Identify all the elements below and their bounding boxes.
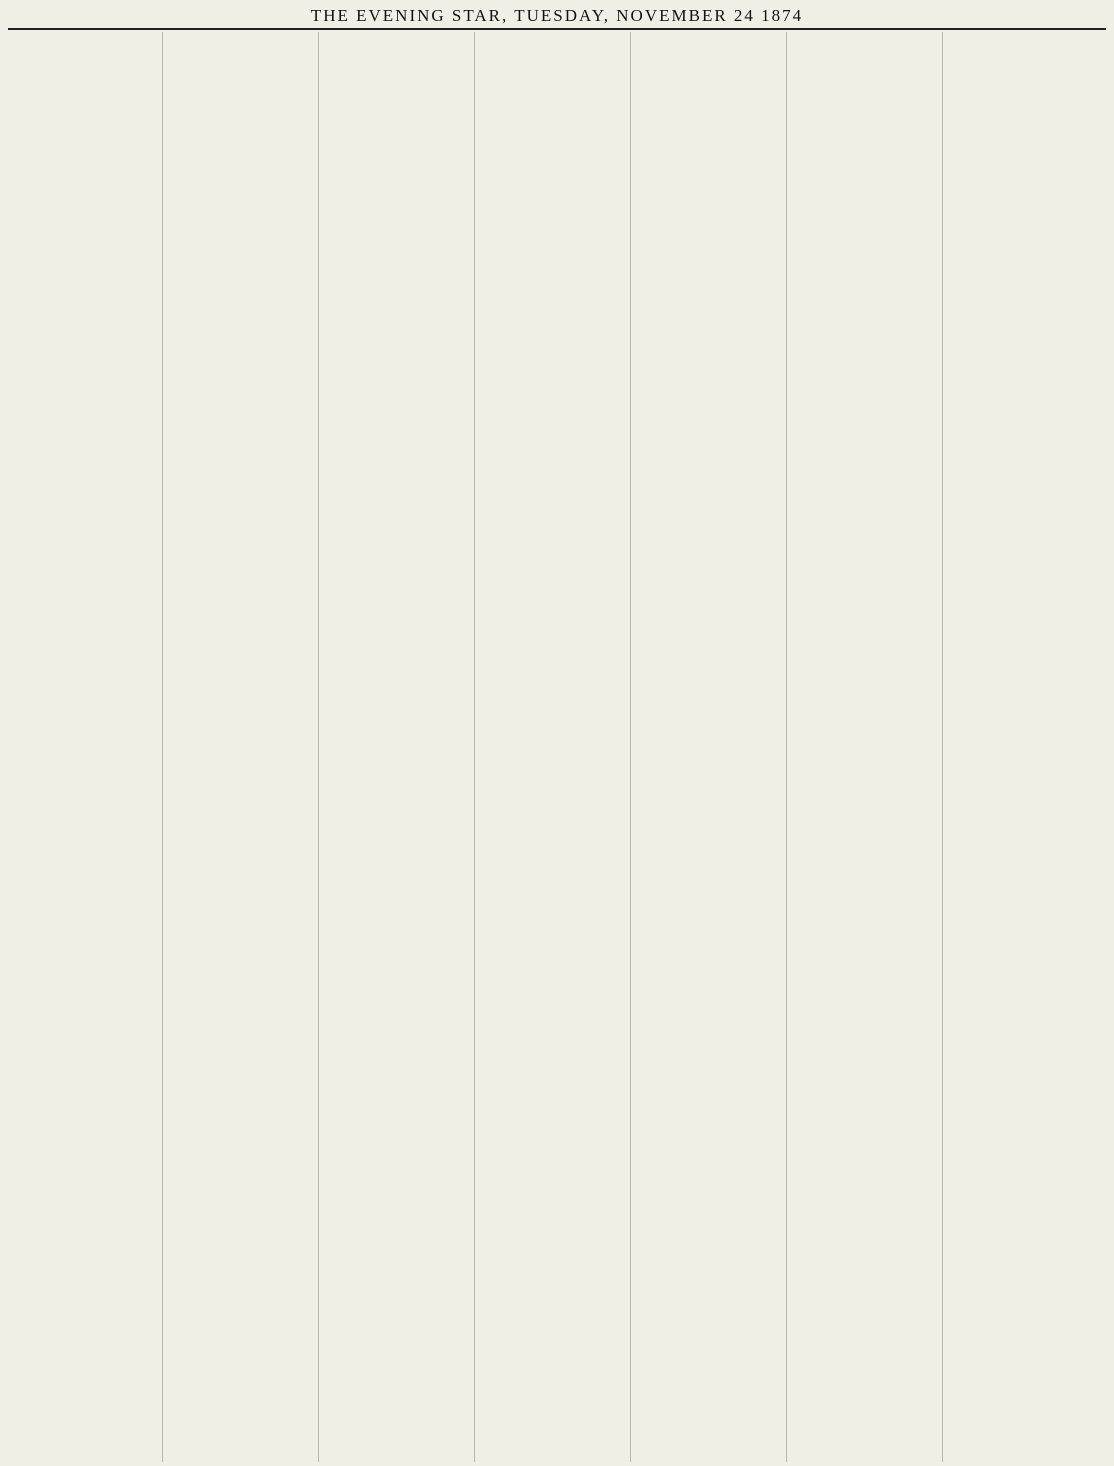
- column-rule: [162, 32, 163, 1462]
- column-rule: [786, 32, 787, 1462]
- column-rule: [630, 32, 631, 1462]
- column-rule: [474, 32, 475, 1462]
- page-body: [6, 32, 1108, 1462]
- column-rule: [942, 32, 943, 1462]
- column-rule: [318, 32, 319, 1462]
- masthead: THE EVENING STAR, TUESDAY, NOVEMBER 24 1874: [8, 4, 1106, 30]
